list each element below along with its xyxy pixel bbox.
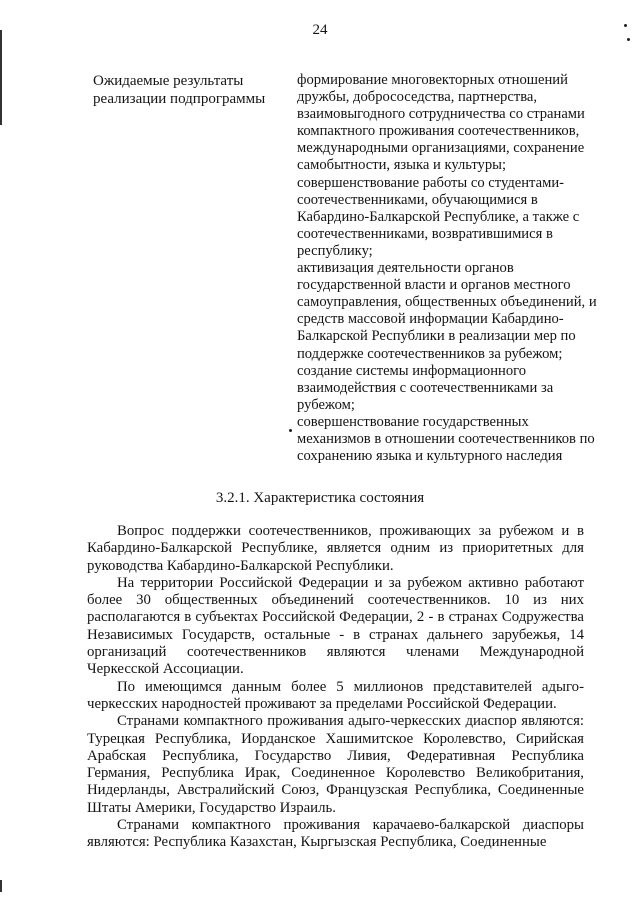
scan-speck <box>627 38 630 41</box>
expected-results-label: Ожидаемые результаты реализации подпрограммы <box>93 73 266 108</box>
page-number: 24 <box>312 22 328 38</box>
expected-results-text <box>297 72 602 465</box>
paragraph: Странами компактного проживания карачаево-балкарской диаспоры являются: Республика Казахстан, Кыргызская Республика, Соединенные <box>87 817 584 851</box>
section-body <box>87 523 584 852</box>
scan-edge-mark <box>0 880 2 892</box>
scan-edge-mark <box>0 30 2 125</box>
paragraph: Вопрос поддержки соотечественников, проживающих за рубежом и в Кабардино-Балкарской Республике, является одним из приоритетных для руководства Кабардино-Балкарской Республики. <box>87 523 584 574</box>
expected-results-content: формирование многовекторных отношений дружбы, добрососедства, партнерства, взаимовыгодного сотрудничества со странами компактного проживания соотечественников, международными организациями, сохранение самобытности, языка и культуры; совершенствование работы со студентами-соотечественниками, обучающимися в Кабардино-Балкарской Республике, а также с соотечественниками, возвратившимися в республику; активизация деятельности органов государственной власти и органов местного самоуправления, общественных объединений, и средств массовой информации Кабардино-Балкарской Республики в реализации мер по поддержке соотечественников за рубежом; создание системы информационного взаимодействия с соотечественниками за рубежом; совершенствование государственных механизмов в отношении соотечественников по сохранению языка и культурного наследия <box>297 72 597 465</box>
scan-speck <box>289 429 292 432</box>
paragraph: Странами компактного проживания адыго-черкесских диаспор являются: Турецкая Республика, Иорданское Хашимитское Королевство, Сирийская Арабская Республика, Государство Ливия, Федеративная Республика Германия, Республика Ирак, Соединенное Королевство Великобритания, Нидерланды, Австралийский Союз, Французская Республика, Соединенные Штаты Америки, Государство Израиль. <box>87 713 584 816</box>
paragraph: По имеющимся данным более 5 миллионов представителей адыго-черкесских народностей проживают за пределами Российской Федерации. <box>87 678 584 712</box>
paragraph: На территории Российской Федерации и за рубежом активно работают более 30 общественных объединений соотечественников. 10 из них располагаются в субъектах Российской Федерации, 2 - в странах Содружества Независимых Государств, остальные - в странах дальнего зарубежья, 14 организаций соотечественников являются членами Международной Черкесской Ассоциации. <box>87 574 584 678</box>
scan-speck <box>624 24 627 27</box>
section-heading: 3.2.1. Характеристика состояния <box>215 490 425 506</box>
